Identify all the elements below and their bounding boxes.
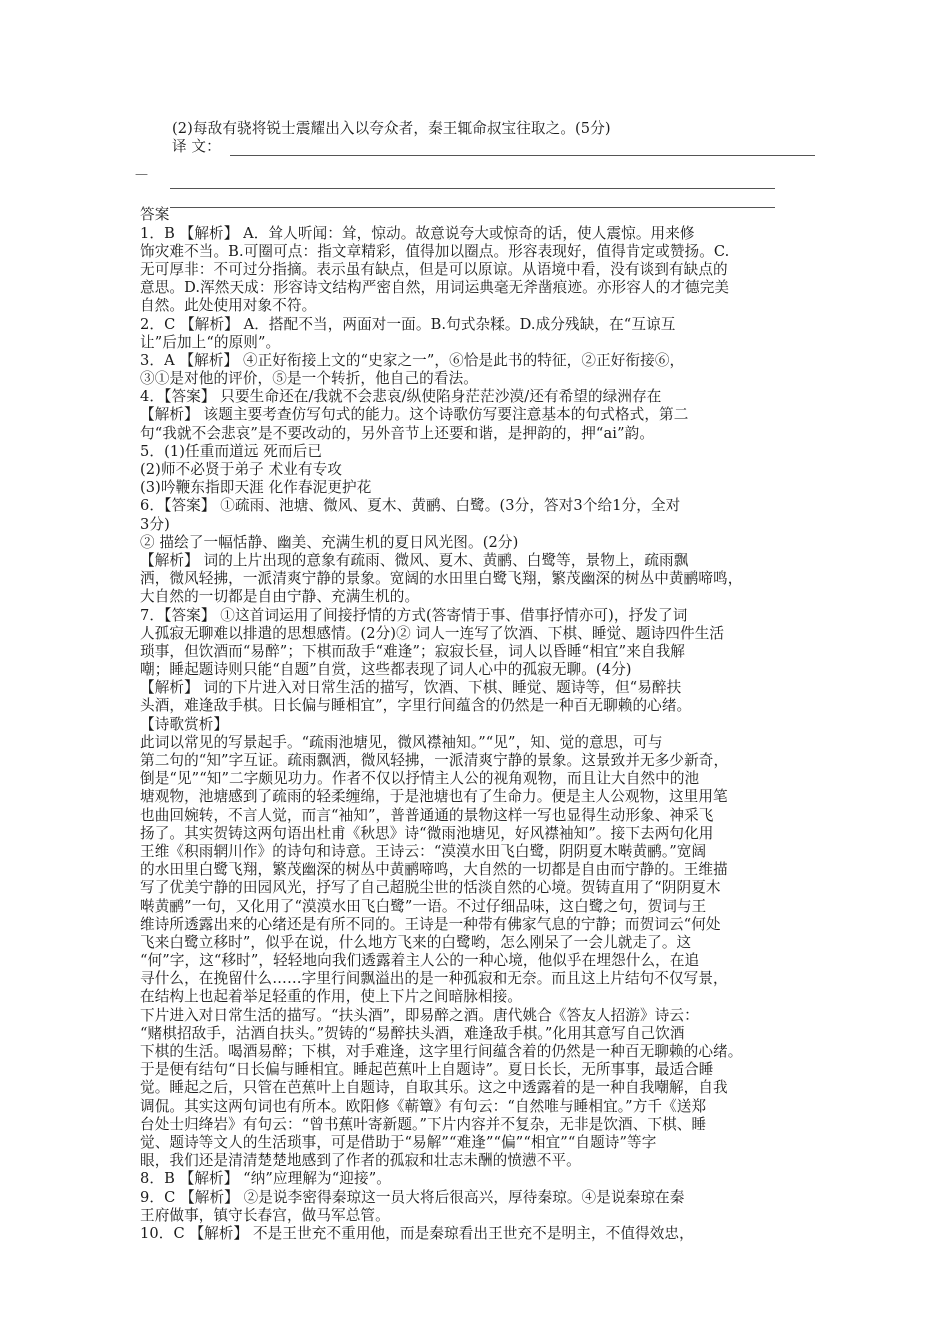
answer-line: 【诗歌赏析】 xyxy=(140,715,229,733)
answer-line: “赌棋招敌手，沽酒自扶头。”贺铸的“易醉扶头酒，难逢敌手棋。”化用其意写自己饮酒 xyxy=(140,1024,685,1042)
answer-line: 人孤寂无聊难以排遣的思想感情。(2分)② 词人一连写了饮酒、下棋、睡觉、题诗四件生活 xyxy=(140,624,725,642)
answer-line: 下棋的生活。喝酒易醉；下棋，对手难逢，这字里行间蕴含着的仍然是一种百无聊赖的心绪。 xyxy=(140,1043,743,1060)
answer-line: 琐事，但饮酒而“易醉”；下棋而敌手“难逢”；寂寂长昼，词人以昏睡“相宜”来自我解 xyxy=(140,642,685,660)
answer-line: 第二句的“知”字互证。疏雨飘洒，微风轻拂，一派清爽宁静的景象。这景致并无多少新奇， xyxy=(140,752,729,769)
answer-line: 写了优美宁静的田园风光，抒写了自己超脱尘世的恬淡自然的心境。贺铸直用了“阴阴夏木 xyxy=(140,879,721,897)
document-page xyxy=(140,120,820,1243)
answer-line: 句“我就不会悲哀”是不要改动的，另外音节上还要和谐，是押韵的，押“ai”韵。 xyxy=(140,424,655,442)
answer-line: 5．(1)任重而道远 死而后已 xyxy=(140,442,323,460)
answer-line: 自然。此处使用对象不符。 xyxy=(140,297,317,315)
answer-line: 台处士归绛岩》有句云：“曾书蕉叶寄新题。”下片内容并不复杂，无非是饮酒、下棋、睡 xyxy=(140,1115,707,1133)
answer-line: 10．C 【解析】 不是王世充不重用他，而是秦琼看出王世充不是明主，不值得效忠， xyxy=(140,1224,694,1242)
answer-line: 头酒，难逢敌手棋。日长偏与睡相宜”，字里行间蕴含的仍然是一种百无聊赖的心绪。 xyxy=(140,697,692,715)
answer-line: 6．【答案】 ①疏雨、池塘、微风、夏木、黄鹂、白鹭。(3分，答对3个给1分，全对 xyxy=(140,497,681,515)
answer-heading: 答案 xyxy=(140,206,170,224)
answer-line: 1．B 【解析】 A．耸人听闻：耸，惊动。故意说夸大或惊奇的话，使人震惊。用来修 xyxy=(140,224,695,242)
answer-line: 让”后加上“的原则”。 xyxy=(140,333,281,351)
answer-line: 也曲回婉转，不言人觉，而言“袖知”，普普通通的景物这样一写也显得生动形象、神采飞 xyxy=(140,806,714,824)
answer-line: (3)吟鞭东指即天涯 化作春泥更护花 xyxy=(140,479,372,497)
answer-line: (2)师不必贤于弟子 术业有专攻 xyxy=(140,461,343,478)
answer-line: 3．A 【解析】 ④正好衔接上文的“史家之一”，⑥恰是此书的特征，②正好衔接⑥， xyxy=(140,351,685,369)
answer-line: 8．B 【解析】 “纳”应理解为“迎接”。 xyxy=(140,1170,391,1188)
answer-line: 王维《积雨辋川作》的诗句和诗意。王诗云：“漠漠水田飞白鹭，阴阴夏木啭黄鹂。”宽阔 xyxy=(140,842,707,860)
answer-line: 此词以常见的写景起手。“疏雨池塘见，微风襟袖知。”“见”，知、觉的意思，可与 xyxy=(140,733,663,751)
answer-line: 王府做事，镇守长春宫，做马军总管。 xyxy=(140,1206,390,1224)
answer-line: 意思。D.浑然天成：形容诗文结构严密自然，用词运典毫无斧凿痕迹。亦形容人的才德完美 xyxy=(140,279,730,297)
translation-blank-line xyxy=(230,155,815,156)
answer-line: 4．【答案】 只要生命还在/我就不会悲哀/纵使陷身茫茫沙漠/还有希望的绿洲存在 xyxy=(140,388,662,406)
question-prompt: (2)每敌有骁将锐士震耀出入以夸众者，秦王辄命叔宝往取之。(5分) xyxy=(172,120,611,137)
answer-line: 9．C 【解析】 ②是说李密得秦琼这一员大将后很高兴，厚待秦琼。④是说秦琼在秦 xyxy=(140,1188,685,1206)
answer-line: 寻什么，在挽留什么……字里行间飘溢出的是一种孤寂和无奈。而且这上片结句不仅写景， xyxy=(140,970,728,988)
answer-line: 倒是“见”“知”二字颇见功力。作者不仅以抒情主人公的视角观物，而且让大自然中的池 xyxy=(140,770,700,788)
answer-line: 【解析】 词的上片出现的意象有疏雨、微风、夏木、黄鹂、白鹭等，景物上，疏雨飘 xyxy=(140,551,689,569)
answer-line: 觉、题诗等文人的生活琐事，可是借助于“易解”“难逢”“偏”“相宜”“自题诗”等字 xyxy=(140,1133,657,1151)
answer-line: ② 描绘了一幅恬静、幽美、充满生机的夏日风光图。(2分) xyxy=(140,533,519,551)
answer-line: 嘲；睡起题诗则只能“自题”自赏，这些都表现了词人心中的孤寂无聊。(4分) xyxy=(140,661,632,679)
answer-line: 于是便有结句“日长偏与睡相宜。睡起芭蕉叶上自题诗”。夏日长长，无所事事，最适合睡 xyxy=(140,1061,714,1079)
answer-line: 啭黄鹂”一句，又化用了“漠漠水田飞白鹭”一语。不过仔细品味，这白鹭之句，贺词与王 xyxy=(140,897,707,915)
answer-line: 调侃。其实这两句词也有所本。欧阳修《蕲簟》有句云：“自然唯与睡相宜。”方千《送郑 xyxy=(140,1097,707,1115)
answer-line: “何”字，这“移时”，轻轻地向我们透露着主人公的一种心境，他似乎在埋怨什么，在追 xyxy=(140,952,700,970)
answer-line: 觉。睡起之后，只管在芭蕉叶上自题诗，自取其乐。这之中透露着的是一种自我嘲解，自我 xyxy=(140,1079,728,1097)
answer-line: 眼，我们还是清清楚楚地感到了作者的孤寂和壮志未酬的愤懑不平。 xyxy=(140,1152,581,1170)
answer-line: 3分) xyxy=(140,515,170,533)
answer-line: 无可厚非：不可过分指摘。表示虽有缺点，但是可以原谅。从语境中看，没有谈到有缺点的 xyxy=(140,260,728,278)
answer-line: 塘观物，池塘感到了疏雨的轻柔缠绵，于是池塘也有了生命力。便是主人公观物，这里用笔 xyxy=(140,788,728,806)
answer-line: 扬了。其实贺铸这两句语出杜甫《秋思》诗“微雨池塘见，好风襟袖知”。接下去两句化用 xyxy=(140,824,714,842)
answer-body xyxy=(140,225,820,1244)
answer-line: 下片进入对日常生活的描写。“扶头酒”，即易醉之酒。唐代姚合《答友人招游》诗云： xyxy=(140,1006,699,1024)
answer-line: 大自然的一切都是自由宁静、充满生机的。 xyxy=(140,588,420,606)
answer-line: 【解析】 该题主要考查仿写句式的能力。这个诗歌仿写要注意基本的句式格式，第二 xyxy=(140,406,689,424)
answer-line: 【解析】 词的下片进入对日常生活的描写，饮酒、下棋、睡觉、题诗等，但“易醉扶 xyxy=(140,679,682,697)
answer-line: ③①是对他的评价，⑤是一个转折，他自己的看法。 xyxy=(140,370,478,388)
stray-dash: — xyxy=(135,167,149,182)
answer-line: 饰灾难不当。B.可圈可点：指文章精彩，值得加以圈点。形容表现好，值得肯定或赞扬。C. xyxy=(140,242,730,260)
answer-line: 在结构上也起着举足轻重的作用，使上下片之间暗脉相接。 xyxy=(140,988,523,1006)
blank-line xyxy=(170,188,775,189)
answer-line: 的水田里白鹭飞翔，繁茂幽深的树丛中黄鹂啼鸣，大自然的一切都是自由而宁静的。王维描 xyxy=(140,861,728,879)
blank-line xyxy=(170,207,775,208)
translation-label: 译 文： xyxy=(172,138,221,156)
answer-line: 飞来白鹭立移时”，似乎在说，什么地方飞来的白鹭哟，怎么刚呆了一会儿就走了。这 xyxy=(140,933,692,951)
answer-line: 洒，微风轻拂，一派清爽宁静的景象。宽阔的水田里白鹭飞翔，繁茂幽深的树丛中黄鹂啼鸣， xyxy=(140,570,743,588)
answer-line: 7．【答案】 ①这首词运用了间接抒情的方式(答寄情于事、借事抒情亦可)，抒发了词 xyxy=(140,606,688,624)
answer-line: 2．C 【解析】 A．搭配不当，两面对一面。B.句式杂糅。D.成分残缺，在“互谅互 xyxy=(140,315,676,333)
answer-line: 维诗所透露出来的心绪还是有所不同的。王诗是一种带有佛家气息的宁静；而贺词云“何处 xyxy=(140,915,721,933)
